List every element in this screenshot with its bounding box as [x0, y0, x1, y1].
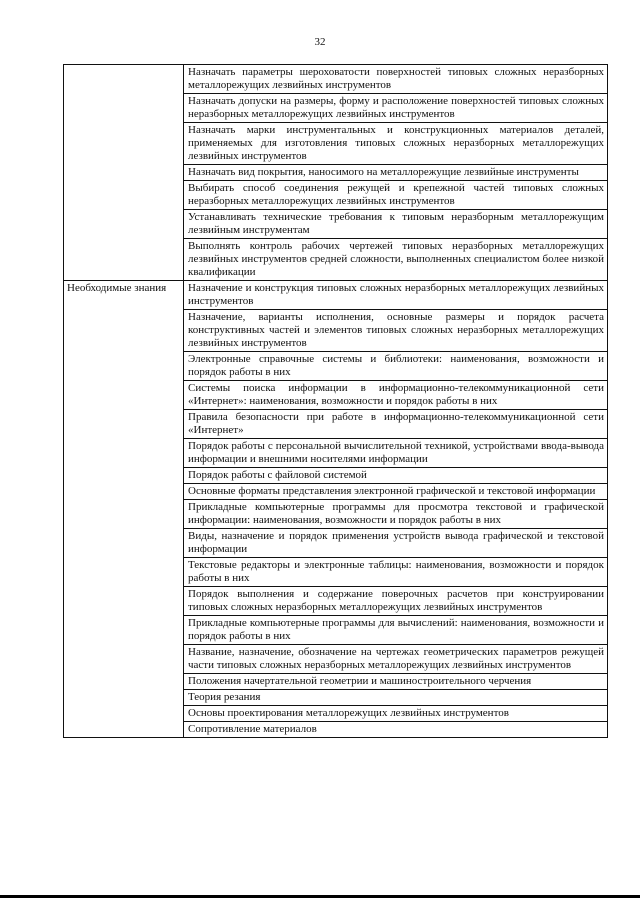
skill-item: Назначать параметры шероховатости поверхностей типовых сложных неразборных металлорежущих лезвийных инструментов — [184, 65, 608, 94]
knowledge-item: Правила безопасности при работе в информационно-телекоммуникационной сети «Интернет» — [184, 410, 608, 439]
knowledge-item: Прикладные компьютерные программы для просмотра текстовой и графической информации: наименования, возможности и порядок работы в них — [184, 500, 608, 529]
knowledge-item: Текстовые редакторы и электронные таблицы: наименования, возможности и порядок работы в них — [184, 558, 608, 587]
skill-item: Назначать допуски на размеры, форму и расположение поверхностей типовых сложных неразборных металлорежущих лезвийных инструментов — [184, 94, 608, 123]
skill-item: Выполнять контроль рабочих чертежей типовых неразборных металлорежущих лезвийных инструментов средней сложности, выполненных специалистом более низкой квалификации — [184, 239, 608, 281]
knowledge-item: Порядок выполнения и содержание поверочных расчетов при конструировании типовых сложных неразборных металлорежущих лезвийных инструментов — [184, 587, 608, 616]
table-row — [64, 65, 608, 94]
skill-item: Назначать вид покрытия, наносимого на металлорежущие лезвийные инструменты — [184, 165, 608, 181]
table-body — [64, 65, 608, 738]
knowledge-item: Назначение, варианты исполнения, основные размеры и порядок расчета конструктивных частей и элементов типовых сложных неразборных металлорежущих лезвийных инструментов — [184, 310, 608, 352]
knowledge-item: Порядок работы с файловой системой — [184, 468, 608, 484]
knowledge-item: Системы поиска информации в информационно-телекоммуникационной сети «Интернет»: наименования, возможности и порядок работы в них — [184, 381, 608, 410]
skills-label-cell — [64, 65, 184, 281]
knowledge-item: Основные форматы представления электронной графической и текстовой информации — [184, 484, 608, 500]
knowledge-item: Электронные справочные системы и библиотеки: наименования, возможности и порядок работы в них — [184, 352, 608, 381]
page-number: 32 — [314, 36, 326, 48]
knowledge-label: Необходимые знания — [64, 281, 184, 738]
knowledge-item: Назначение и конструкция типовых сложных неразборных металлорежущих лезвийных инструментов — [184, 281, 608, 310]
knowledge-item: Порядок работы с персональной вычислительной техникой, устройствами ввода-вывода информации и внешними носителями информации — [184, 439, 608, 468]
knowledge-item: Прикладные компьютерные программы для вычислений: наименования, возможности и порядок работы в них — [184, 616, 608, 645]
skill-item: Устанавливать технические требования к типовым неразборным металлорежущим лезвийным инструментам — [184, 210, 608, 239]
standard-table — [63, 64, 608, 738]
knowledge-item: Теория резания — [184, 690, 608, 706]
knowledge-item: Основы проектирования металлорежущих лезвийных инструментов — [184, 706, 608, 722]
knowledge-item: Положения начертательной геометрии и машиностроительного черчения — [184, 674, 608, 690]
skill-item: Назначать марки инструментальных и конструкционных материалов деталей, применяемых для изготовления типовых сложных неразборных металлорежущих лезвийных инструментов — [184, 123, 608, 165]
table-row — [64, 281, 608, 310]
skill-item: Выбирать способ соединения режущей и крепежной частей типовых сложных неразборных металлорежущих лезвийных инструментов — [184, 181, 608, 210]
knowledge-item: Название, назначение, обозначение на чертежах геометрических параметров режущей части типовых сложных неразборных металлорежущих лезвийных инструментов — [184, 645, 608, 674]
knowledge-item: Сопротивление материалов — [184, 722, 608, 738]
knowledge-item: Виды, назначение и порядок применения устройств вывода графической и текстовой информации — [184, 529, 608, 558]
